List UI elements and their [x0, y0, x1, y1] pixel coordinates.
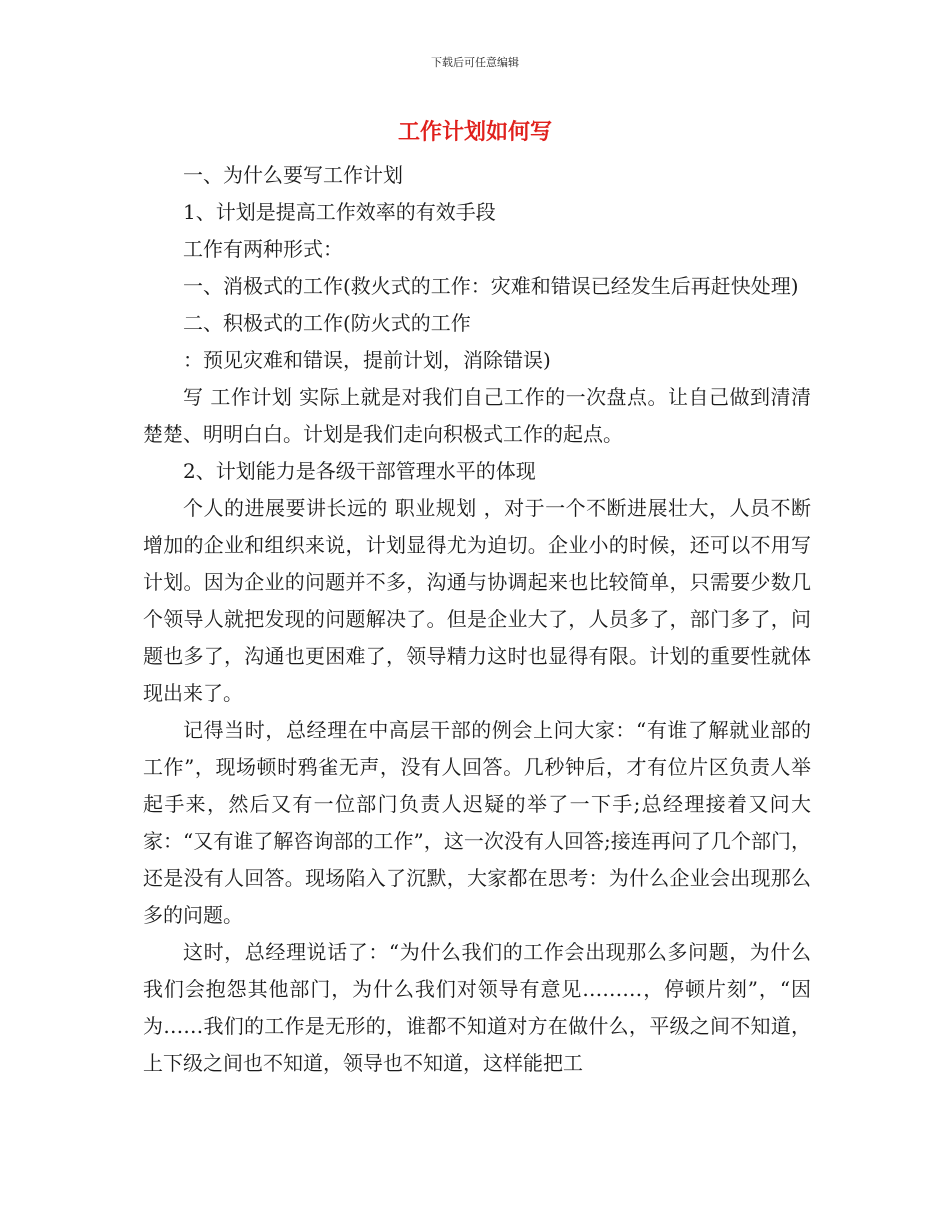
paragraph-1: 一、为什么要写工作计划 — [183, 163, 403, 187]
paragraph-7: 写 工作计划 实际上就是对我们自己工作的一次盘点。让自己做到清清楚楚、明明白白。计划是我们走向积极式工作的起点。 — [143, 385, 811, 446]
paragraph-10: 记得当时，总经理在中高层干部的例会上问大家：“有谁了解就业部的工作”，现场顿时鸦雀无声，没有人回答。几秒钟后，才有位片区负责人举起手来，然后又有一位部门负责人迟疑的举了一下手;总经理接着又问大家：“又有谁了解咨询部的工作”，这一次没有人回答;接连再问了几个部门，还是没有人回答。现场陷入了沉默，大家都在思考：为什么企业会出现那么多的问题。 — [143, 718, 811, 927]
document-title: 工作计划如何写 — [397, 120, 552, 145]
page-header-note: 下载后可任意编辑 — [431, 56, 519, 69]
paragraph-9: 个人的进展要讲长远的 职业规划 ，对于一个不断进展壮大，人员不断增加的企业和组织来说，计划显得尤为迫切。企业小的时候，还可以不用写计划。因为企业的问题并不多，沟通与协调起来也比较简单，只需要少数几个领导人就把发现的问题解决了。但是企业大了，人员多了，部门多了，问题也多了，沟通也更困难了，领导精力这时也显得有限。计划的重要性就体现出来了。 — [143, 496, 811, 705]
paragraph-4: 一、消极式的工作(救火式的工作：灾难和错误已经发生后再赶快处理) — [183, 274, 799, 298]
paragraph-6: ：预见灾难和错误，提前计划，消除错误) — [183, 348, 551, 372]
paragraph-11: 这时，总经理说话了：“为什么我们的工作会出现那么多问题，为什么我们会抱怨其他部门，为什么我们对领导有意见………，停顿片刻”，“因为……我们的工作是无形的，谁都不知道对方在做什么，平级之间不知道，上下级之间也不知道，领导也不知道，这样能把工 — [143, 940, 811, 1075]
paragraph-3: 工作有两种形式： — [183, 237, 343, 261]
paragraph-8: 2、计划能力是各级干部管理水平的体现 — [183, 459, 536, 483]
paragraph-2: 1、计划是提高工作效率的有效手段 — [183, 200, 496, 224]
paragraph-5: 二、积极式的工作(防火式的工作 — [183, 311, 471, 335]
document-body — [143, 157, 811, 1082]
